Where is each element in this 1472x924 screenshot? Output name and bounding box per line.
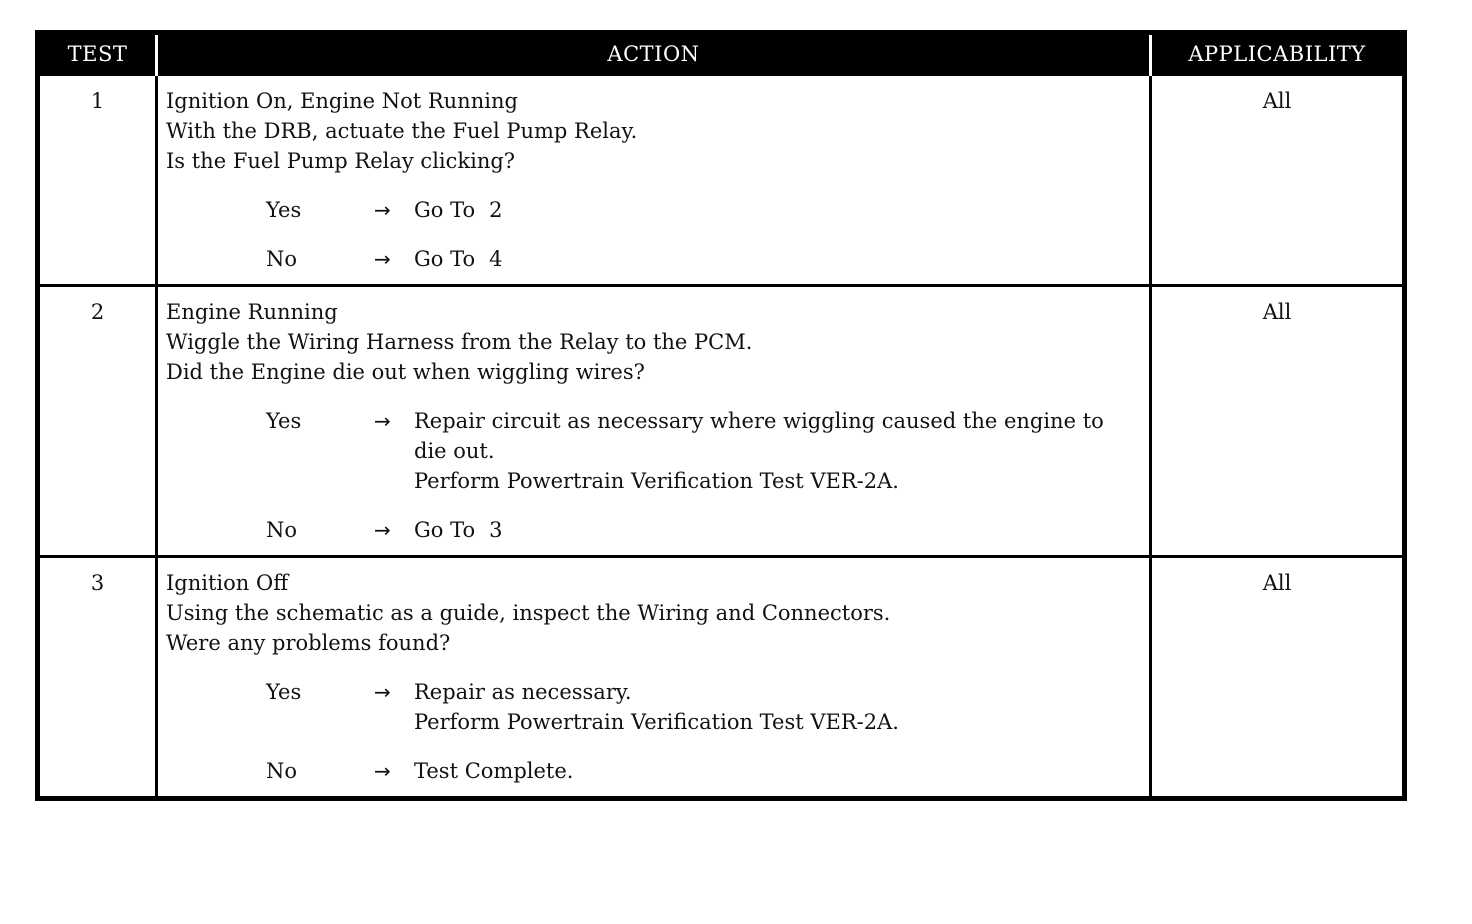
applicability-cell: All	[1151, 286, 1405, 557]
applicability-cell: All	[1151, 557, 1405, 799]
yes-label: Yes	[266, 680, 302, 704]
yes-result	[414, 677, 1141, 737]
table-row	[38, 75, 1405, 286]
action-cell	[157, 75, 1151, 286]
header-test: TEST	[38, 33, 157, 75]
test-number: 2	[38, 286, 157, 557]
goto-label: Go To	[414, 518, 476, 542]
result-line: Test Complete.	[414, 759, 574, 783]
no-result	[414, 515, 1141, 545]
header-applicability: APPLICABILITY	[1151, 33, 1405, 75]
action-condition: Ignition On, Engine Not Running	[166, 89, 518, 113]
result-line: Perform Powertrain Verification Test VER-2A.	[414, 710, 899, 734]
result-line: die out.	[414, 439, 495, 463]
table-row	[38, 557, 1405, 799]
result-line: Perform Powertrain Verification Test VER-2A.	[414, 469, 899, 493]
header-action: ACTION	[157, 33, 1151, 75]
result-line: Repair circuit as necessary where wiggling caused the engine to	[414, 409, 1104, 433]
no-label: No	[266, 759, 298, 783]
no-result	[414, 244, 1141, 274]
goto-label: Go To	[414, 247, 476, 271]
action-question: Did the Engine die out when wiggling wires?	[166, 360, 645, 384]
action-question: Is the Fuel Pump Relay clicking?	[166, 149, 516, 173]
action-condition: Engine Running	[166, 300, 338, 324]
applicability-cell: All	[1151, 75, 1405, 286]
no-result	[414, 756, 1141, 786]
action-instruction: Using the schematic as a guide, inspect the Wiring and Connectors.	[166, 601, 891, 625]
no-label: No	[266, 518, 298, 542]
yes-branch	[166, 195, 1141, 225]
goto-target: 2	[489, 198, 503, 222]
no-label: No	[266, 247, 298, 271]
result-line: Repair as necessary.	[414, 680, 632, 704]
yes-branch	[166, 406, 1141, 496]
yes-result	[414, 195, 1141, 225]
table-row	[38, 286, 1405, 557]
yes-branch	[166, 677, 1141, 737]
right-arrow-icon: →	[374, 198, 391, 222]
test-number: 3	[38, 557, 157, 799]
yes-label: Yes	[266, 198, 302, 222]
table-header-row	[38, 33, 1405, 75]
right-arrow-icon: →	[374, 409, 391, 433]
right-arrow-icon: →	[374, 680, 391, 704]
goto-target: 4	[489, 247, 503, 271]
goto-target: 3	[489, 518, 503, 542]
no-branch	[166, 756, 1141, 786]
yes-result	[414, 406, 1141, 496]
right-arrow-icon: →	[374, 759, 391, 783]
yes-label: Yes	[266, 409, 302, 433]
action-cell	[157, 286, 1151, 557]
test-number: 1	[38, 75, 157, 286]
action-condition: Ignition Off	[166, 571, 289, 595]
right-arrow-icon: →	[374, 518, 391, 542]
no-branch	[166, 244, 1141, 274]
action-cell	[157, 557, 1151, 799]
diagnostic-procedure-table	[35, 30, 1407, 801]
action-question: Were any problems found?	[166, 631, 451, 655]
right-arrow-icon: →	[374, 247, 391, 271]
action-instruction: With the DRB, actuate the Fuel Pump Relay.	[166, 119, 638, 143]
goto-label: Go To	[414, 198, 476, 222]
no-branch	[166, 515, 1141, 545]
action-instruction: Wiggle the Wiring Harness from the Relay to the PCM.	[166, 330, 753, 354]
